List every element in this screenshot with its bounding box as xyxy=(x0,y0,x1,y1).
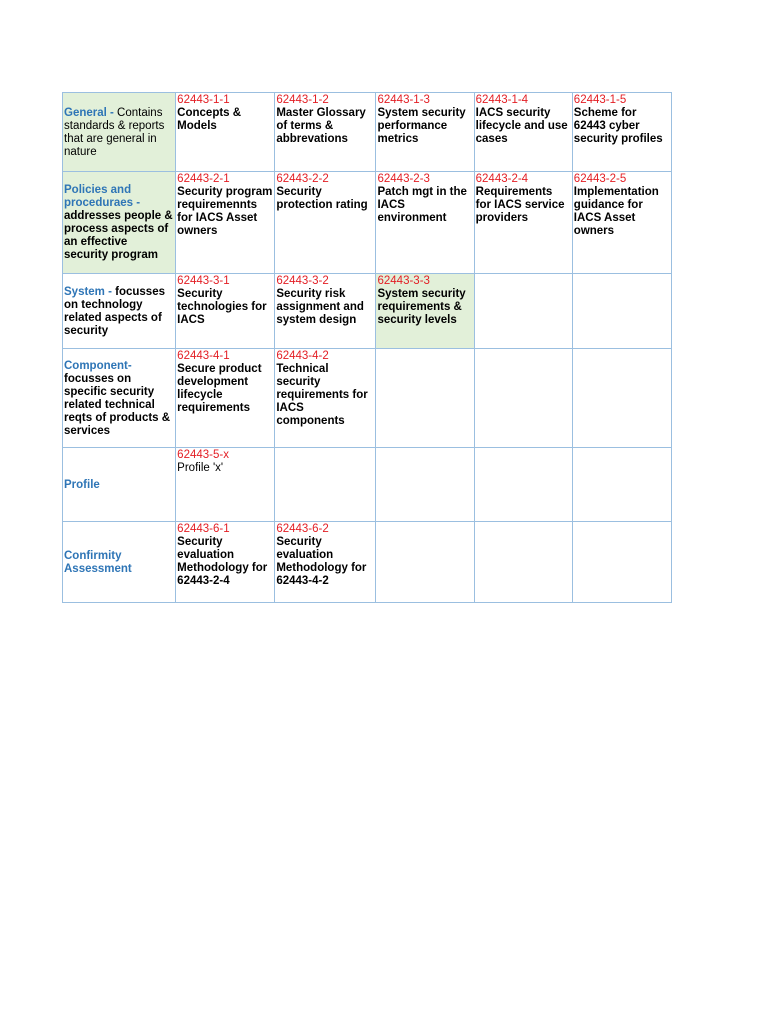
standard-code: 62443-3-2 xyxy=(276,275,329,287)
empty-cell xyxy=(376,349,474,448)
standard-code: 62443-2-2 xyxy=(276,173,329,185)
standard-cell xyxy=(474,93,572,172)
standard-title: Patch mgt in the IACS environment xyxy=(377,186,467,224)
empty-cell xyxy=(572,274,671,349)
standard-cell xyxy=(572,172,671,274)
standard-title: Master Glossary of terms & abbrevations xyxy=(276,107,366,145)
standard-cell xyxy=(376,93,474,172)
standard-cell xyxy=(275,274,376,349)
empty-cell xyxy=(474,274,572,349)
standard-cell xyxy=(275,522,376,603)
standard-title: Security technologies for IACS xyxy=(177,288,267,326)
standard-title: Technical security requirements for IACS components xyxy=(276,363,368,427)
standard-cell xyxy=(275,349,376,448)
category-profile: Profile xyxy=(63,448,176,522)
empty-cell xyxy=(474,448,572,522)
empty-cell xyxy=(572,522,671,603)
standard-code: 62443-1-1 xyxy=(177,94,230,106)
table-row-system xyxy=(63,274,672,349)
standard-title: Concepts & Models xyxy=(177,107,242,132)
standard-cell xyxy=(176,448,275,522)
category-policies: Policies and proceduraes - addresses people & process aspects of an effective security program xyxy=(63,172,176,274)
standard-cell xyxy=(275,93,376,172)
standard-cell xyxy=(376,172,474,274)
empty-cell xyxy=(572,349,671,448)
standard-cell xyxy=(176,349,275,448)
standard-title: IACS security lifecycle and use cases xyxy=(475,107,568,145)
standard-title: Security program requiremennts for IACS Asset owners xyxy=(177,186,273,237)
standard-code: 62443-4-2 xyxy=(276,350,329,362)
iec-62443-standards-table xyxy=(62,92,672,603)
standard-title: Scheme for 62443 cyber security profiles xyxy=(573,107,663,145)
standard-cell xyxy=(474,172,572,274)
standard-code: 62443-1-5 xyxy=(573,94,627,106)
standard-title: System security performance metrics xyxy=(377,107,466,145)
category-component: Component- focusses on specific security related technical reqts of products & services xyxy=(63,349,176,448)
standard-title: Requirements for IACS service providers xyxy=(475,186,565,224)
category-system: System - focusses on technology related aspects of security xyxy=(63,274,176,349)
standard-code: 62443-3-3 xyxy=(377,275,430,287)
category-general: General - Contains standards & reports that are general in nature xyxy=(63,93,176,172)
standard-title: Secure product development lifecycle requirements xyxy=(177,363,262,414)
standard-code: 62443-2-3 xyxy=(377,173,430,185)
standard-code: 62443-1-3 xyxy=(377,94,430,106)
standard-title: Security evaluation Methodology for 62443-4-2 xyxy=(276,536,367,587)
standard-title: Security risk assignment and system design xyxy=(276,288,364,326)
standard-code: 62443-6-2 xyxy=(276,523,329,535)
standard-cell xyxy=(176,274,275,349)
empty-cell xyxy=(376,448,474,522)
standard-title: Security evaluation Methodology for 62443-2-4 xyxy=(177,536,268,587)
empty-cell xyxy=(474,522,572,603)
empty-cell xyxy=(275,448,376,522)
standard-cell xyxy=(176,522,275,603)
standard-code: 62443-5-x xyxy=(177,449,229,461)
standard-code: 62443-2-4 xyxy=(475,173,529,185)
standard-code: 62443-1-4 xyxy=(475,94,529,106)
standard-title: System security requirements & security levels xyxy=(377,288,466,326)
standard-cell xyxy=(176,172,275,274)
table-row-policies xyxy=(63,172,672,274)
standard-code: 62443-2-5 xyxy=(573,173,627,185)
table-row-profile xyxy=(63,448,672,522)
standard-code: 62443-1-2 xyxy=(276,94,329,106)
standard-code: 62443-3-1 xyxy=(177,275,230,287)
standard-code: 62443-6-1 xyxy=(177,523,230,535)
standard-cell xyxy=(275,172,376,274)
standard-cell xyxy=(376,274,474,349)
standard-title: Implementation guidance for IACS Asset owners xyxy=(573,186,659,237)
standard-title: Profile 'x' xyxy=(177,462,224,474)
standard-title: Security protection rating xyxy=(276,186,368,211)
standard-cell xyxy=(176,93,275,172)
table-row-component xyxy=(63,349,672,448)
empty-cell xyxy=(474,349,572,448)
table-row-general xyxy=(63,93,672,172)
empty-cell xyxy=(376,522,474,603)
empty-cell xyxy=(572,448,671,522)
standard-code: 62443-4-1 xyxy=(177,350,230,362)
table-row-conformity xyxy=(63,522,672,603)
standard-code: 62443-2-1 xyxy=(177,173,230,185)
category-conformity-assessment: Confirmity Assessment xyxy=(63,522,176,603)
standard-cell xyxy=(572,93,671,172)
